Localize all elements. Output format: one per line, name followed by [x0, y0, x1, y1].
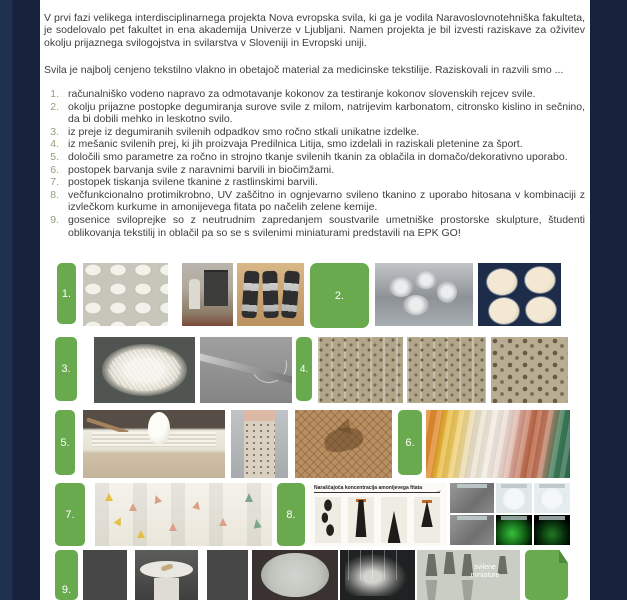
photo-silkworm-pedestal [135, 550, 198, 600]
group-label-8: 8. [277, 483, 305, 546]
operator-figure [189, 279, 200, 309]
sample-label [501, 516, 526, 520]
yarn-cone [148, 412, 170, 444]
photo-burn-test [310, 483, 447, 546]
photo-grey-panel-2 [207, 550, 248, 600]
agar-disc [501, 488, 526, 510]
group-label-7: 7. [55, 483, 85, 546]
second-paragraph: Svila je najbolj cenjeno tekstilno vlakno in obetajoč material za medicinske tekstilije. Raziskovali in razvili smo ... [44, 63, 564, 76]
photo-reeling-machine [182, 263, 233, 326]
photo-bird-fabric [295, 410, 392, 478]
arrow-head: → [436, 487, 442, 494]
bird-motif [322, 424, 365, 455]
list-number: 9. [50, 213, 59, 226]
intro-paragraph: V prvi fazi velikega interdisciplinarnega projekta Nova evropska svila, ki ga je vodila Naravoslovnotehniška fakulteta, je sodelovalo pet fakultet in ena akademija Univerze v Ljubljani. Namen projekta je bil izvesti raziskave za oživitev okolju prijaznega svilogojstva in svilarstva v Sloveniji in Evropski uniji. [44, 11, 585, 49]
roll [262, 271, 279, 318]
photo-silk-threads [94, 337, 195, 403]
photo-knit-texture-2 [407, 337, 486, 403]
list-text: okolju prijazne postopke degumiranja surove svile z milom, natrijevim karbonatom, citronsko kislino in sečnino, da bi dobili mehko in leskotno svilo. [68, 100, 585, 126]
miniature-garment [443, 552, 456, 574]
group-label-9: 9. [55, 550, 78, 600]
group-label-1: 1. [57, 263, 76, 324]
foil-sample [389, 277, 413, 297]
photo-hand-loom [83, 410, 225, 478]
char-mark [420, 501, 435, 528]
agar-disc-image [496, 483, 532, 513]
list-text: večfunkcionalno protimikrobno, UV zaščitno in ognjevarno svileno tkanino z uporabo hitosana v kombinaciji z izvlečkom kurkume in amonijevega fitata po načelih zelene kemije. [68, 188, 585, 214]
petri-dish [524, 266, 556, 294]
list-number: 6. [50, 163, 59, 176]
burn-sample-4 [414, 497, 440, 543]
group-label-3: 3. [55, 337, 77, 401]
char-mark [388, 511, 401, 543]
triangle-motif [137, 530, 145, 538]
photo-petri-dishes [478, 263, 561, 326]
fabric-folds [426, 410, 570, 478]
left-margin-band [0, 0, 40, 600]
list-number: 2. [50, 100, 59, 113]
photo-jacquard-loom [231, 410, 288, 478]
patterned-web [244, 410, 276, 478]
list-number: 8. [50, 188, 59, 201]
photo-black-rolls [237, 263, 304, 326]
list-text: postopek barvanja svile z naravnimi barvili in biočimžami. [68, 163, 335, 176]
burn-sample-3 [381, 497, 407, 543]
sem-image [450, 515, 494, 545]
photo-silk-miniatures [417, 550, 520, 600]
group-label-6: 6. [398, 410, 422, 475]
sample-label [457, 484, 488, 488]
triangle-motif [129, 503, 137, 511]
photo-knit-texture-3 [491, 337, 568, 403]
list-number: 4. [50, 138, 59, 151]
photo-grey-panel-1 [83, 550, 127, 600]
photo-round-silk-mat [252, 550, 338, 600]
sample-label [457, 516, 488, 520]
silk-strands [348, 550, 401, 580]
list-number: 1. [50, 88, 59, 100]
burn-sample-1 [315, 497, 341, 543]
roll [281, 270, 300, 318]
folded-corner [559, 550, 568, 563]
miniatures-caption: svilene miniature [470, 564, 500, 579]
list-text: računalniško vodeno napravo za odmotavanje kokonov za testiranje kokonov slovenskih rejcev svile. [68, 88, 536, 100]
machine-frame [204, 270, 228, 306]
sample-label [539, 484, 564, 488]
agar-disc [539, 488, 564, 510]
list-text: gosenice sviloprejke so z neutrudnim zapredanjem soustvarile umetniške prostorske skulpture, študenti oblikovanja tekstilij in oblačil pa so se s svilenimi miniaturami predstavili na EPK GO! [68, 213, 585, 239]
thread-strands [108, 349, 181, 391]
miniature-garment-reflection [461, 580, 474, 600]
triangle-motif [245, 493, 253, 502]
photo-dyed-silks [426, 410, 570, 478]
group-label-5: 5. [55, 410, 75, 475]
burn-test-title: Naraščajoča koncentracija amonijevega fitata [314, 485, 423, 491]
triangle-motif [219, 518, 227, 526]
photo-microscopy-panel [450, 483, 570, 546]
triangle-motif [252, 518, 261, 528]
photo-collage [40, 0, 590, 600]
group-label-4: 4. [296, 337, 312, 401]
photo-silk-sculpture [340, 550, 415, 600]
list-text: iz mešanic svilenih prej, ki jih proizvaja Predilnica Litija, smo izdelali in raziskali pletenine za šport. [68, 138, 523, 151]
sample-label [539, 516, 564, 520]
sample-label [501, 484, 526, 488]
photo-knit-texture-1 [318, 337, 403, 403]
photo-sem-fiber [200, 337, 292, 403]
page-content [40, 0, 590, 600]
fiber-loop [244, 340, 292, 389]
photo-triangle-print [95, 483, 272, 546]
fluorescence-image [496, 515, 532, 545]
burn-sample-2 [348, 497, 374, 543]
petri-dish [525, 296, 557, 324]
foil-sample [415, 271, 437, 289]
list-number: 7. [50, 176, 59, 189]
triangle-motif [169, 523, 177, 531]
petri-dish [488, 297, 520, 325]
triangle-motif [105, 493, 113, 501]
fluorescence-image [534, 515, 570, 545]
char-mark [353, 500, 369, 538]
list-text: postopek tiskanja svilene tkanine z rastlinskimi barvili. [68, 176, 318, 189]
petri-dish [486, 268, 518, 296]
green-end-block [525, 550, 568, 600]
photo-cocoons [83, 263, 168, 326]
pedestal-column [154, 578, 179, 600]
group-label-2: 2. [310, 263, 369, 328]
right-margin-band [590, 0, 627, 600]
foil-sample [437, 281, 457, 303]
list-text: iz preje iz degumiranih svilenih odpadkov smo ročno stkali unikatne izdelke. [68, 125, 420, 138]
list-number: 3. [50, 125, 59, 138]
roll [241, 271, 259, 319]
silk-mat [261, 553, 328, 597]
miniature-garment [425, 554, 438, 576]
photo-ultrasonic-bath [375, 263, 473, 326]
list-text: določili smo parametre za ročno in strojno tkanje svilenih tkanin za oblačila in domačo/dekorativno uporabo. [68, 150, 568, 163]
miniature-garment-reflection [425, 580, 438, 600]
agar-disc-image [534, 483, 570, 513]
sem-image [450, 483, 494, 513]
list-number: 5. [50, 150, 59, 163]
foil-sample [403, 295, 429, 315]
